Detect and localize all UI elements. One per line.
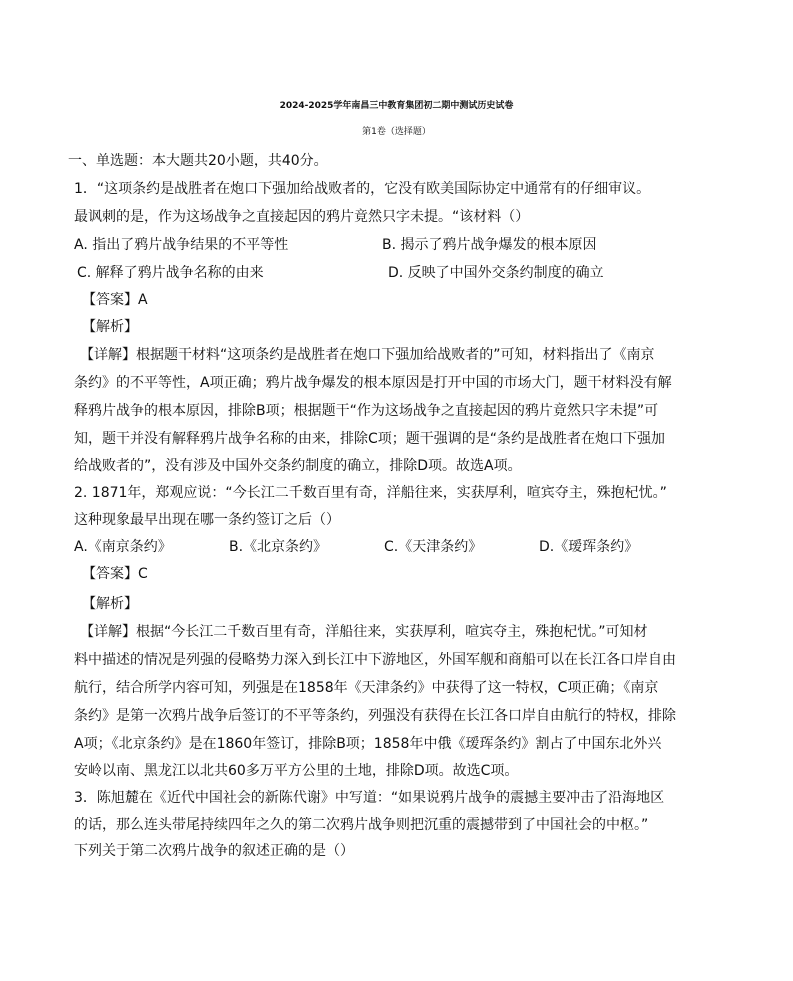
q1-answer: 【答案】A: [82, 292, 148, 308]
q1-detail-line: 释鸦片战争的根本原因，排除B项；根据题干“作为这场战争之直接起因的鸦片竟然只字未提”可: [74, 403, 659, 419]
q2-option-d: D.《瑷珲条约》: [539, 539, 639, 555]
q2-detail-line: A项；《北京条约》是在1860年签订，排除B项；1858年中俄《瑷珲条约》割占了中国东北外兴: [74, 736, 662, 752]
exam-subtitle: 第1卷（选择题）: [362, 127, 431, 137]
q2-detail-line: 安岭以南、黑龙江以北共60多万平方公里的土地，排除D项。故选C项。: [74, 763, 519, 779]
section-heading: 一、单选题：本大题共20小题，共40分。: [68, 153, 328, 169]
q1-option-c: C. 解释了鸦片战争名称的由来: [77, 265, 264, 281]
q2-detail-line: 航行，结合所学内容可知，列强是在1858年《天津条约》中获得了这一特权，C项正确；《南京: [74, 680, 659, 696]
q1-detail-line: 知，题干并没有解释鸦片战争名称的由来，排除C项；题干强调的是“条约是战胜者在炮口下强加: [74, 431, 666, 447]
q2-stem-line2: 这种现象最早出现在哪一条约签订之后（）: [74, 512, 340, 528]
q2-answer: 【答案】C: [82, 566, 148, 582]
q1-detail-line: 条约》的不平等性，A项正确；鸦片战争爆发的根本原因是打开中国的市场大门，题干材料没有解: [74, 375, 672, 391]
q2-option-b: B.《北京条约》: [229, 539, 328, 555]
q2-option-a: A.《南京条约》: [74, 539, 172, 555]
q1-option-d: D. 反映了中国外交条约制度的确立: [388, 265, 604, 281]
q2-detail-line: 料中描述的情况是列强的侵略势力深入到长江中下游地区，外国军舰和商船可以在长江各口岸自由: [74, 652, 676, 668]
q3-stem-line1: 3．陈旭麓在《近代中国社会的新陈代谢》中写道：“如果说鸦片战争的震撼主要冲击了沿海地区: [74, 790, 665, 806]
q1-detail-line: 给战败者的”，没有涉及中国外交条约制度的确立，排除D项。故选A项。: [74, 458, 522, 474]
q1-option-b: B. 揭示了鸦片战争爆发的根本原因: [382, 237, 597, 253]
q3-stem-line3: 下列关于第二次鸦片战争的叙述正确的是（）: [74, 843, 354, 859]
q2-detail-line: 【详解】根据“今长江二千数百里有奇，洋船往来，实获厚利，喧宾夺主，殊抱杞忧。”可知材: [80, 624, 648, 640]
q1-analysis-label: 【解析】: [82, 319, 138, 335]
q2-option-c: C.《天津条约》: [384, 539, 483, 555]
q2-stem-line1: 2. 1871年，郑观应说：“今长江二千数百里有奇，洋船往来，实获厚利，喧宾夺主，殊抱杞忧。”: [74, 485, 667, 501]
exam-title: 2024-2025学年南昌三中教育集团初二期中测试历史试卷: [279, 101, 514, 111]
q2-detail-line: 条约》是第一次鸦片战争后签订的不平等条约，列强没有获得在长江各口岸自由航行的特权，排除: [74, 708, 676, 724]
q1-stem-line2: 最讽刺的是，作为这场战争之直接起因的鸦片竟然只字未提。“该材料（）: [74, 209, 530, 225]
q3-stem-line2: 的话，那么连头带尾持续四年之久的第二次鸦片战争则把沉重的震撼带到了中国社会的中枢。”: [74, 817, 649, 833]
q1-stem-line1: 1．“这项条约是战胜者在炮口下强加给战败者的，它没有欧美国际协定中通常有的仔细审议。: [74, 181, 651, 197]
q1-detail-line: 【详解】根据题干材料“这项条约是战胜者在炮口下强加给战败者的”可知，材料指出了《南京: [80, 347, 655, 363]
q2-analysis-label: 【解析】: [82, 596, 138, 612]
q1-option-a: A. 指出了鸦片战争结果的不平等性: [74, 237, 289, 253]
